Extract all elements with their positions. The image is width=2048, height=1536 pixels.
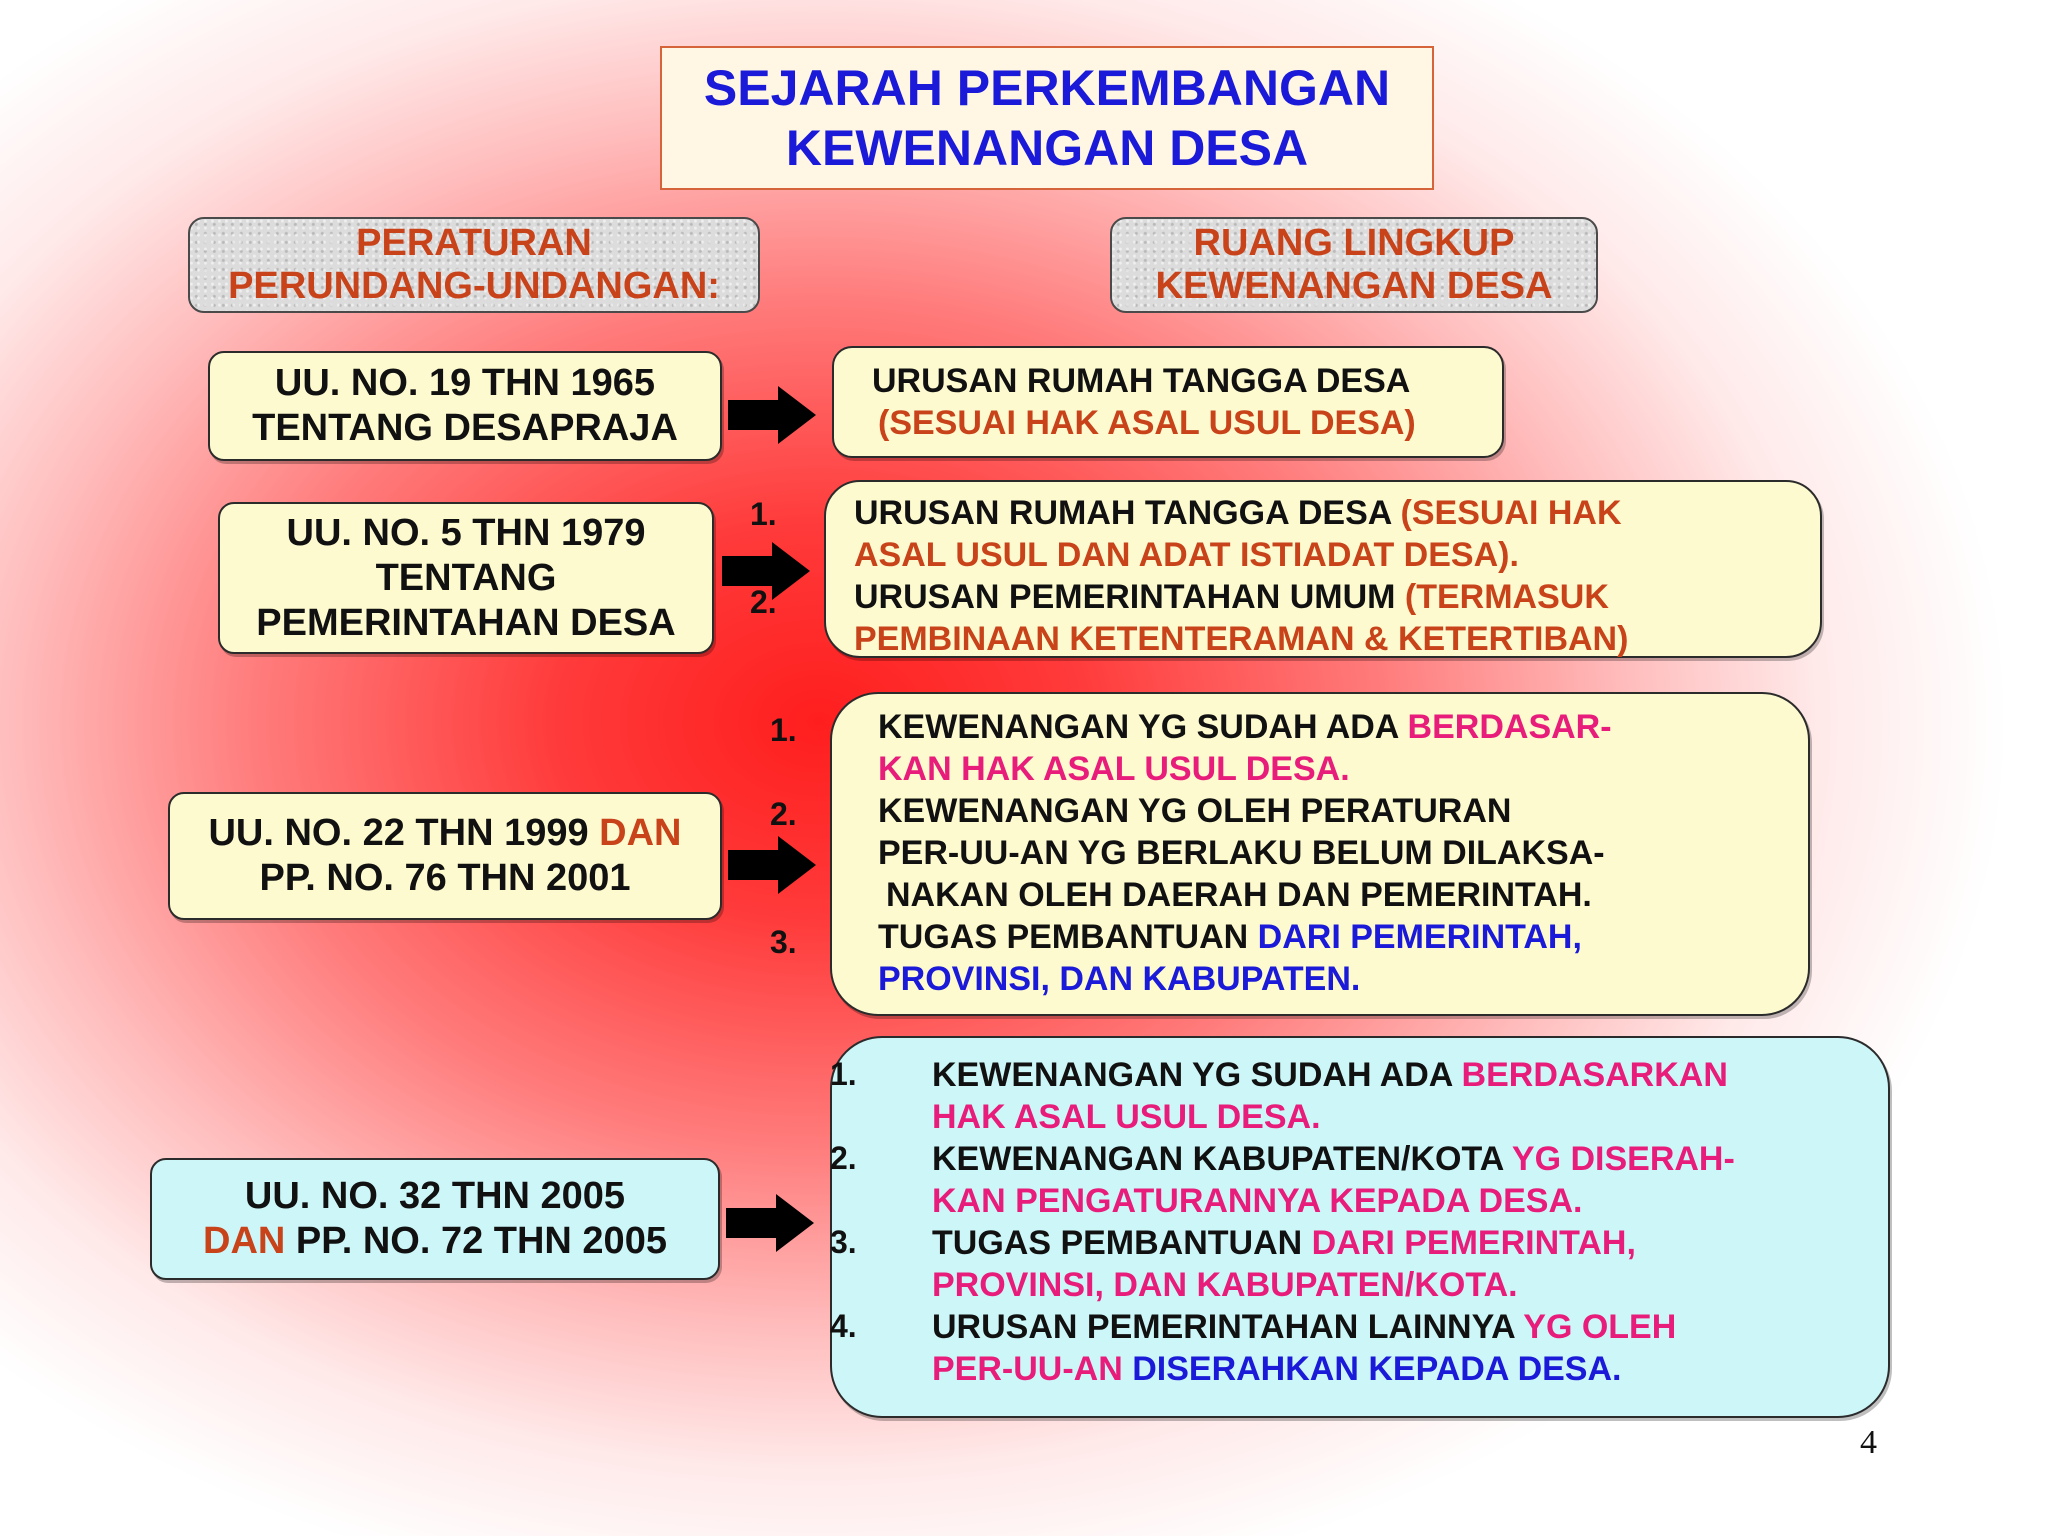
law-2005-and: DAN (203, 1220, 286, 1262)
scope-2005-text: URUSAN PEMERINTAHAN LAINNYA (932, 1308, 1524, 1346)
scope-2005-line-6: PROVINSI, DAN KABUPATEN/KOTA. (932, 1266, 1518, 1304)
scope-1999-line-7: PROVINSI, DAN KABUPATEN. (878, 960, 1361, 998)
law-1979-line-2: TENTANG (375, 556, 557, 599)
law-1979-line-3: PEMERINTAHAN DESA (256, 601, 676, 644)
scope-box-1979 (824, 480, 1822, 658)
scope-1999-note: BERDASAR- (1407, 708, 1612, 746)
law-1999-line-1 (208, 811, 681, 856)
arrow-right-icon (724, 384, 820, 446)
scope-2005-note: YG DISERAH- (1511, 1140, 1735, 1178)
scope-box-2005 (830, 1036, 1890, 1418)
law-2005-line-2 (203, 1219, 667, 1264)
law-1965-line-2: TENTANG DESAPRAJA (252, 407, 678, 449)
scope-2005-note: PER-UU-AN (932, 1350, 1133, 1388)
header-regulations-line-2: PERUNDANG-UNDANGAN: (228, 265, 720, 307)
list-number: 1. (770, 712, 797, 748)
page-title (660, 46, 1434, 190)
scope-1979-line-3 (854, 578, 1609, 617)
scope-2005-note: DARI PEMERINTAH, (1311, 1224, 1636, 1262)
list-number: 1. (830, 1056, 857, 1092)
arrow-right-icon (724, 834, 820, 896)
scope-2005-line-3 (932, 1140, 1735, 1179)
law-2005-line-1: UU. NO. 32 THN 2005 (244, 1175, 626, 1217)
scope-1999-text: TUGAS PEMBANTUAN (878, 918, 1258, 956)
header-scope-line-1: RUANG LINGKUP (1193, 222, 1515, 264)
scope-2005-note: DISERAHKAN KEPADA DESA. (1132, 1350, 1622, 1388)
law-1999-and: DAN (599, 812, 682, 854)
scope-2005-line-2: HAK ASAL USUL DESA. (932, 1098, 1321, 1136)
scope-1999-line-5: NAKAN OLEH DAERAH DAN PEMERINTAH. (886, 876, 1592, 914)
law-1965-line-1: UU. NO. 19 THN 1965 (274, 362, 656, 404)
scope-1999-line-6 (878, 918, 1582, 957)
law-1999-text: UU. NO. 22 THN 1999 (208, 812, 600, 854)
law-box-2005 (150, 1158, 720, 1280)
law-1999-line-2: PP. NO. 76 THN 2001 (259, 857, 631, 899)
list-number: 4. (830, 1308, 857, 1344)
page-number: 4 (1860, 1424, 1877, 1461)
scope-2005-note: YG OLEH (1523, 1308, 1677, 1346)
header-scope (1110, 217, 1598, 313)
scope-2005-line-8 (932, 1350, 1621, 1389)
title-line-1: SEJARAH PERKEMBANGAN (703, 60, 1391, 116)
scope-2005-line-5 (932, 1224, 1636, 1263)
scope-1979-note: (TERMASUK (1404, 578, 1609, 616)
scope-1999-line-3: KEWENANGAN YG OLEH PERATURAN (878, 792, 1512, 830)
scope-1999-text: KEWENANGAN YG SUDAH ADA (878, 708, 1408, 746)
scope-1999-line-4: PER-UU-AN YG BERLAKU BELUM DILAKSA- (878, 834, 1605, 872)
header-scope-line-2: KEWENANGAN DESA (1155, 265, 1553, 307)
scope-1979-line-1 (854, 494, 1622, 533)
scope-1965-line-2: (SESUAI HAK ASAL USUL DESA) (878, 404, 1416, 442)
scope-box-1965 (832, 346, 1504, 458)
scope-2005-line-4: KAN PENGATURANNYA KEPADA DESA. (932, 1182, 1583, 1220)
scope-1999-line-1 (878, 708, 1612, 747)
scope-1979-line-2: ASAL USUL DAN ADAT ISTIADAT DESA). (854, 536, 1519, 574)
header-regulations (188, 217, 760, 313)
list-number: 2. (750, 584, 777, 620)
title-line-2: KEWENANGAN DESA (785, 120, 1309, 176)
scope-1979-text: URUSAN PEMERINTAHAN UMUM (854, 578, 1405, 616)
scope-2005-note: BERDASARKAN (1461, 1056, 1728, 1094)
law-box-1999-2001 (168, 792, 722, 920)
scope-1965-line-1: URUSAN RUMAH TANGGA DESA (872, 362, 1411, 400)
scope-2005-text: KEWENANGAN YG SUDAH ADA (932, 1056, 1462, 1094)
scope-box-1999 (830, 692, 1810, 1016)
header-regulations-line-1: PERATURAN (356, 222, 592, 264)
scope-1999-note: DARI PEMERINTAH, (1257, 918, 1582, 956)
scope-1979-note: (SESUAI HAK (1400, 494, 1622, 532)
list-number: 2. (830, 1140, 857, 1176)
scope-1979-text: URUSAN RUMAH TANGGA DESA (854, 494, 1401, 532)
law-box-1979 (218, 502, 714, 654)
list-number: 3. (770, 924, 797, 960)
scope-2005-text: KEWENANGAN KABUPATEN/KOTA (932, 1140, 1512, 1178)
law-2005-text: PP. NO. 72 THN 2005 (285, 1220, 667, 1262)
scope-1979-line-4: PEMBINAAN KETENTERAMAN & KETERTIBAN) (854, 620, 1629, 658)
scope-2005-line-1 (932, 1056, 1728, 1095)
arrow-right-icon (722, 1192, 818, 1254)
law-1979-line-1: UU. NO. 5 THN 1979 (286, 511, 646, 554)
law-box-1965 (208, 351, 722, 461)
list-number: 3. (830, 1224, 857, 1260)
scope-1999-line-2: KAN HAK ASAL USUL DESA. (878, 750, 1350, 788)
list-number: 2. (770, 796, 797, 832)
scope-2005-line-7 (932, 1308, 1676, 1347)
list-number: 1. (750, 496, 777, 532)
scope-2005-text: TUGAS PEMBANTUAN (932, 1224, 1312, 1262)
